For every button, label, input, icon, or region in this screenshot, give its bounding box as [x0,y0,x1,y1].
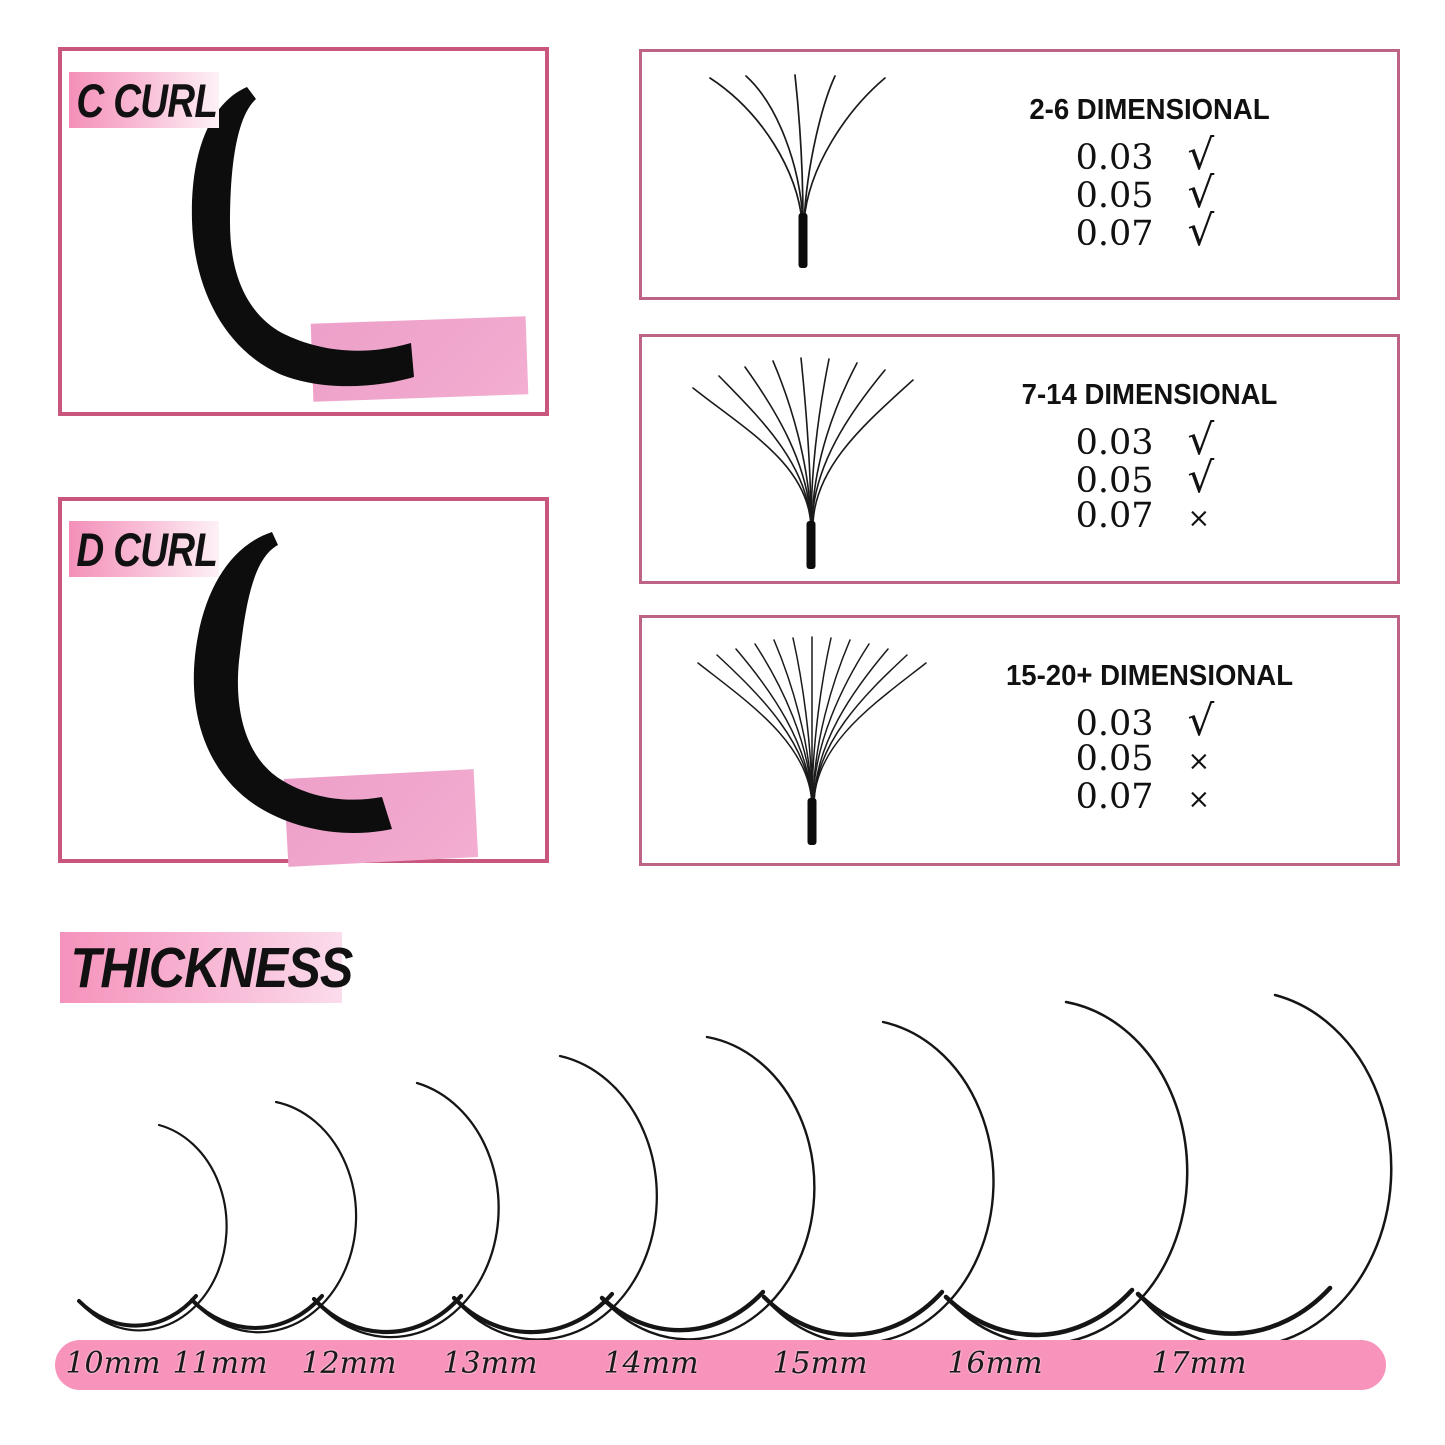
d-curl-label [69,521,219,577]
c-curl-panel [58,47,549,416]
thickness-options [942,130,1357,255]
lash-curve-11mm [192,1102,356,1332]
availability-mark: × [1187,746,1211,777]
thickness-options [942,696,1357,817]
fan-base-stem [799,213,808,268]
lash-curve-13mm [454,1056,657,1339]
thickness-heading-band [60,932,353,1003]
length-label: 15mm [772,1346,868,1382]
thickness-value: 0.05 [1075,739,1154,779]
thickness-option-row [1068,453,1232,502]
fan-base-stem [807,521,816,569]
d-curl-panel [58,497,549,863]
availability-mark: √ [1187,130,1215,179]
availability-mark: √ [1187,168,1215,217]
c-curl-label [69,72,219,128]
dimension-info [942,92,1357,255]
length-label: 12mm [301,1346,397,1382]
length-label: 11mm [172,1346,268,1382]
thickness-option-row [1068,696,1232,745]
length-scale-bar [55,1340,1386,1390]
dimension-info [942,377,1357,535]
thickness-value: 0.05 [1075,176,1154,216]
thickness-option-row [1068,740,1232,778]
thickness-value: 0.07 [1075,214,1154,254]
availability-mark: × [1187,503,1211,534]
lash-curve-16mm [946,1002,1187,1344]
lash-curve-12mm [314,1083,499,1337]
thickness-value: 0.03 [1075,704,1154,744]
lash-curve-15mm [764,1022,994,1343]
availability-mark: √ [1187,453,1215,502]
thickness-value: 0.07 [1075,777,1154,817]
lash-curve-14mm [602,1037,814,1339]
thickness-options [942,415,1357,536]
dimension-panel-15-20 [639,615,1400,866]
lash-curve-17mm [1138,995,1391,1347]
length-label: 16mm [947,1346,1043,1382]
dimension-info [942,658,1357,816]
c-curl-label-text: C CURL [76,73,218,127]
fan-base-stem [808,798,817,845]
availability-mark: × [1187,784,1211,815]
dimension-panel-2-6 [639,49,1400,300]
lash-curve-10mm [79,1125,227,1330]
thickness-value: 0.07 [1075,496,1154,536]
length-label: 14mm [603,1346,699,1382]
d-curl-label-text: D CURL [76,522,218,576]
dimension-title: 2-6 DIMENSIONAL [1029,94,1270,126]
availability-mark: √ [1187,696,1215,745]
availability-mark: √ [1187,415,1215,464]
length-label: 13mm [442,1346,538,1382]
dimension-title: 15-20+ DIMENSIONAL [1005,660,1294,692]
thickness-value: 0.05 [1075,461,1154,501]
thickness-option-row [1068,778,1232,816]
thickness-option-row [1068,497,1232,535]
availability-mark: √ [1187,206,1215,255]
thickness-value: 0.03 [1075,423,1154,463]
dimension-title: 7-14 DIMENSIONAL [1021,379,1278,411]
length-label: 10mm [65,1346,161,1382]
dimension-panel-7-14 [639,334,1400,584]
thickness-option-row [1068,206,1232,255]
thickness-value: 0.03 [1075,138,1154,178]
length-label: 17mm [1151,1346,1247,1382]
thickness-heading: THICKNESS [70,935,353,1000]
